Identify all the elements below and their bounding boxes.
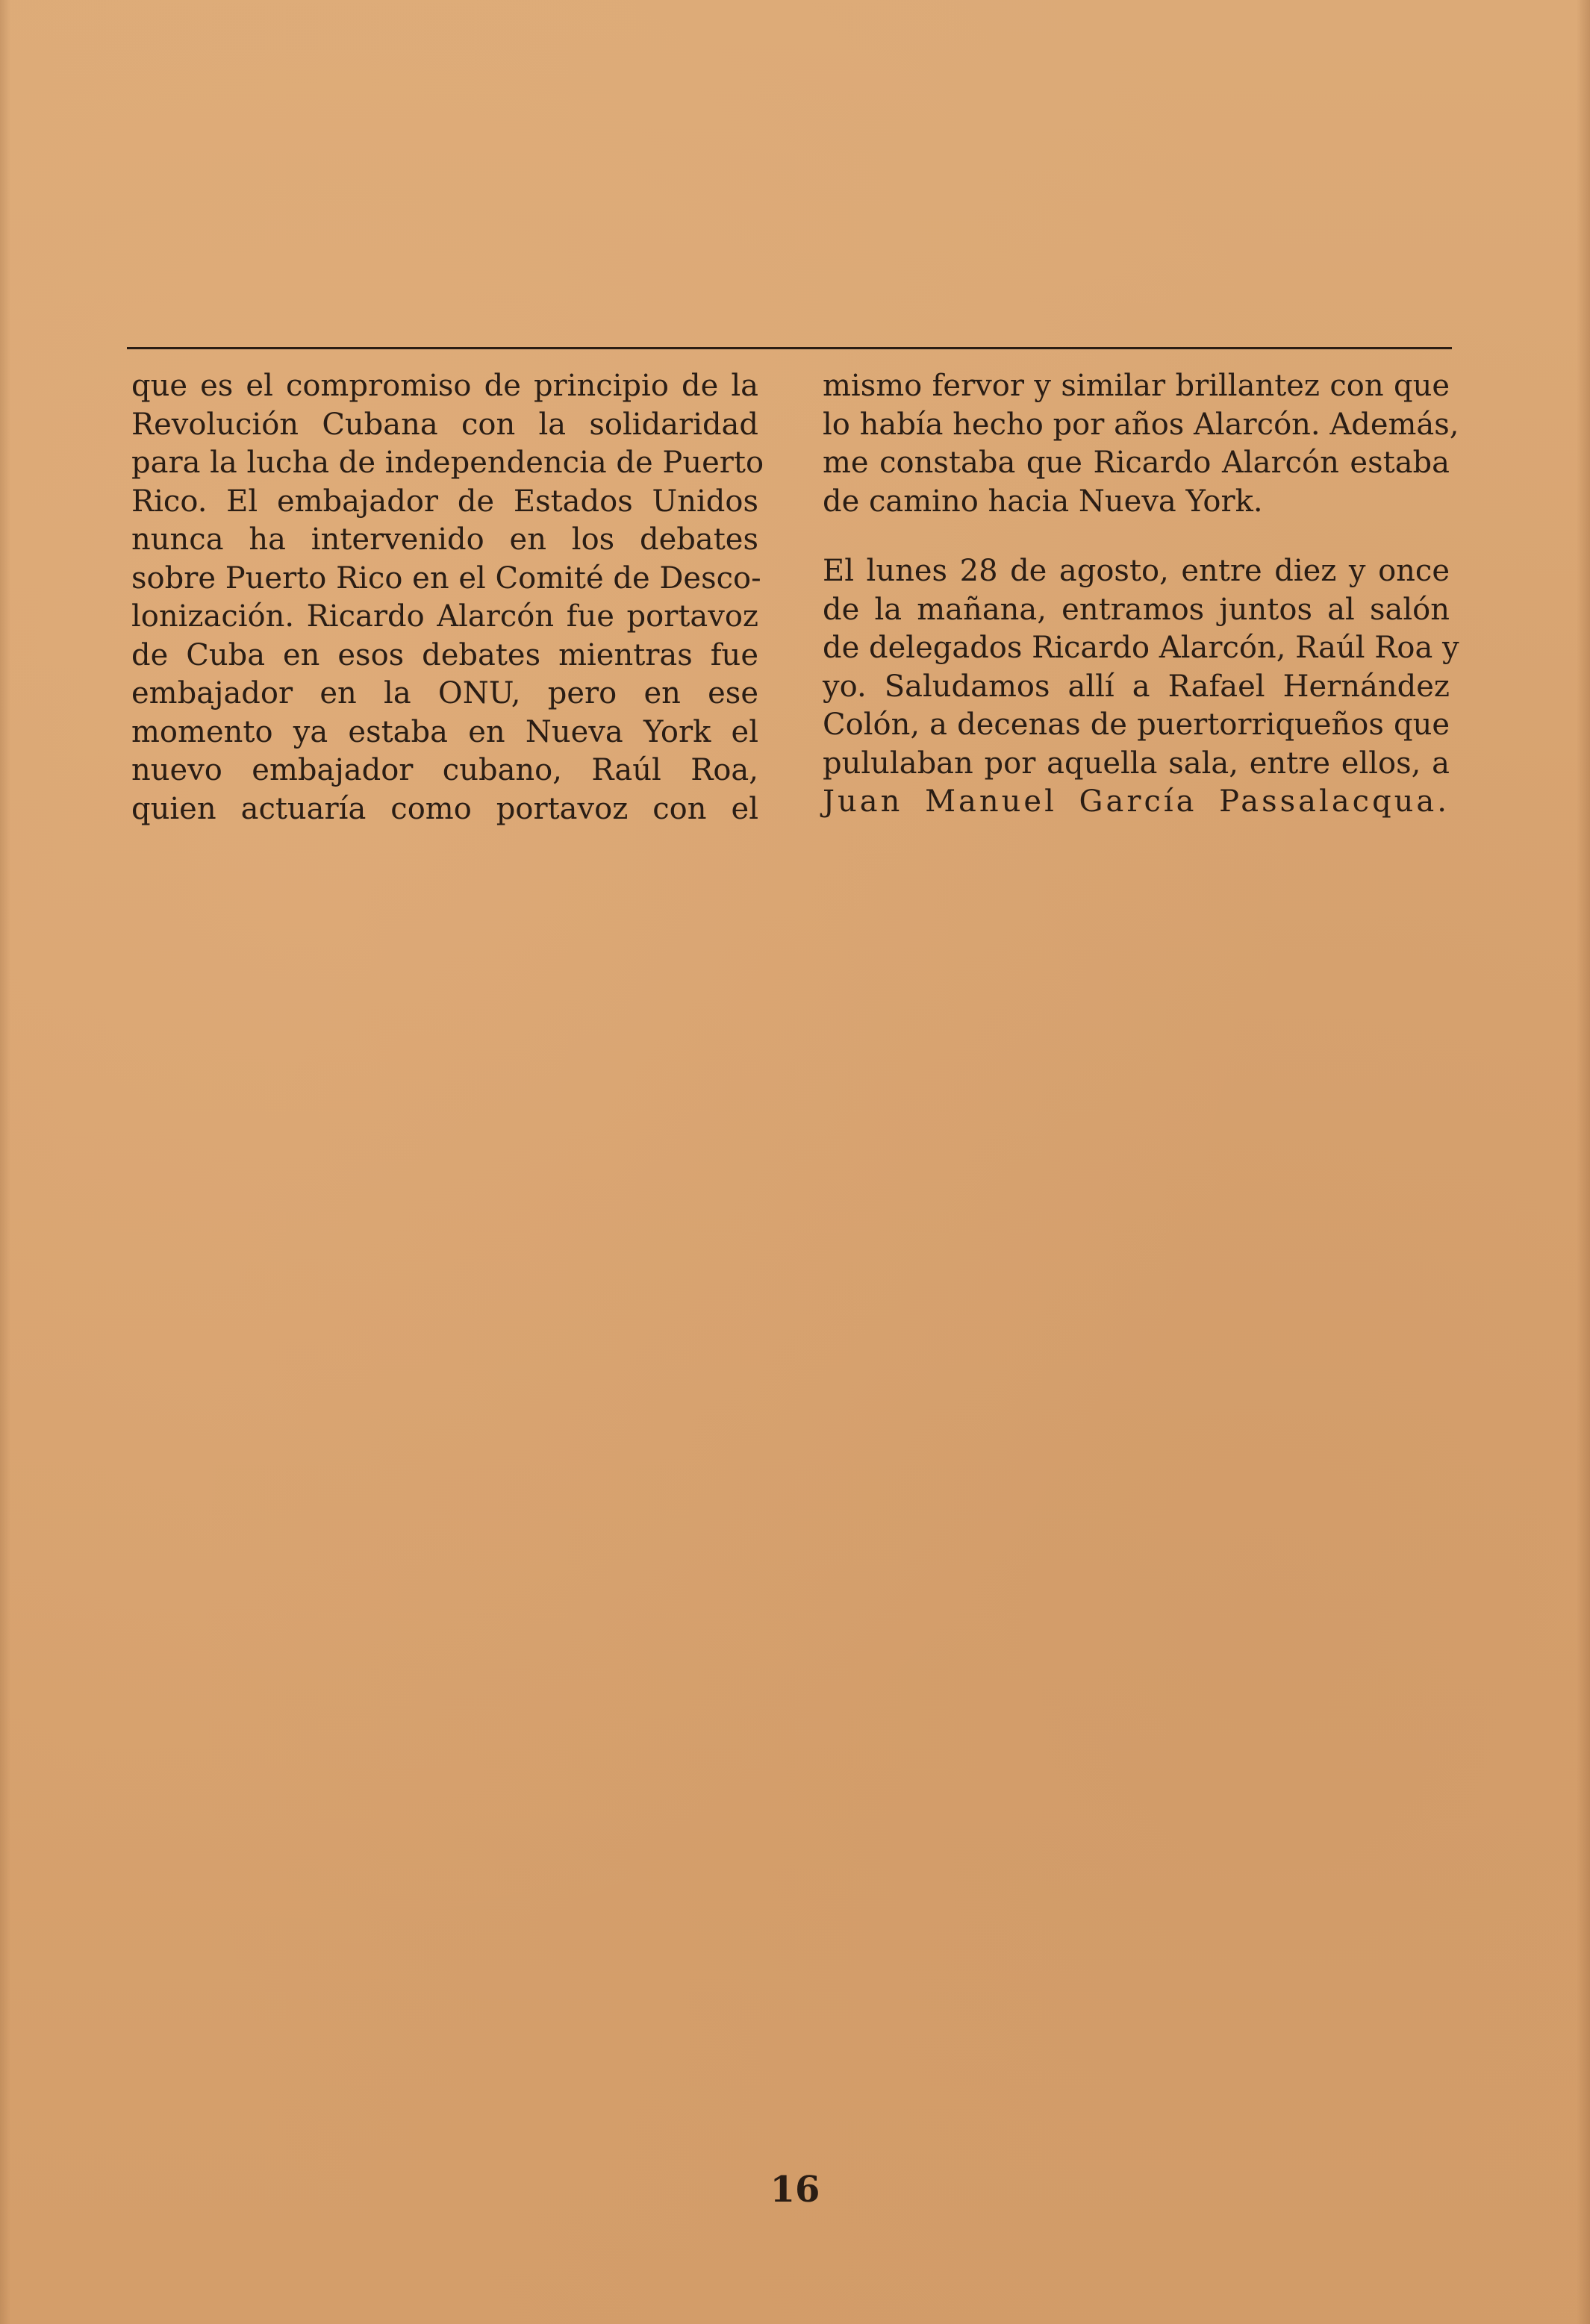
text-line: Revolución Cubana con la solidaridad: [131, 407, 758, 442]
text-line: quien actuaría como portavoz con el: [131, 791, 758, 826]
left-column: [131, 367, 764, 828]
text-line: de Cuba en esos debates mientras fue: [131, 637, 758, 672]
text-line: para la lucha de independencia de Puerto: [131, 446, 764, 480]
text-line: Rico. El embajador de Estados Unidos: [131, 484, 758, 519]
text-line: Juan Manuel García Passalacqua.: [823, 784, 1450, 819]
text-line: que es el compromiso de principio de la: [131, 369, 758, 403]
text-line: de camino hacia Nueva York.: [823, 484, 1263, 519]
top-rule-divider: [127, 347, 1452, 349]
text-line: me constaba que Ricardo Alarcón estaba: [823, 446, 1450, 480]
page-edge-shadow-left: [0, 0, 10, 2324]
left-paragraph: [131, 367, 764, 828]
text-line: de delegados Ricardo Alarcón, Raúl Roa y: [823, 631, 1459, 665]
text-line: El lunes 28 de agosto, entre diez y once: [823, 554, 1450, 588]
page-edge-shadow-right: [1577, 0, 1590, 2324]
text-line: lo había hecho por años Alarcón. Además,: [823, 407, 1459, 442]
text-line: mismo fervor y similar brillantez con que: [823, 369, 1450, 403]
text-line: pululaban por aquella sala, entre ellos, a: [823, 746, 1450, 781]
text-line: Colón, a decenas de puertorriqueños que: [823, 707, 1450, 742]
text-line: momento ya estaba en Nueva York el: [131, 714, 758, 749]
text-line: sobre Puerto Rico en el Comité de Desco-: [131, 560, 761, 596]
text-line: lonización. Ricardo Alarcón fue portavoz: [131, 599, 758, 634]
text-line: nuevo embajador cubano, Raúl Roa,: [131, 753, 758, 787]
right-paragraph-1: [823, 367, 1459, 521]
text-line: de la mañana, entramos juntos al salón: [823, 592, 1450, 627]
text-line: embajador en la ONU, pero en ese: [131, 676, 758, 710]
right-column: [823, 367, 1459, 822]
text-line: nunca ha intervenido en los debates: [131, 522, 758, 557]
page-number: 16: [770, 2169, 820, 2211]
text-line: yo. Saludamos allí a Rafael Hernández: [823, 669, 1450, 704]
right-paragraph-2: [823, 552, 1459, 822]
